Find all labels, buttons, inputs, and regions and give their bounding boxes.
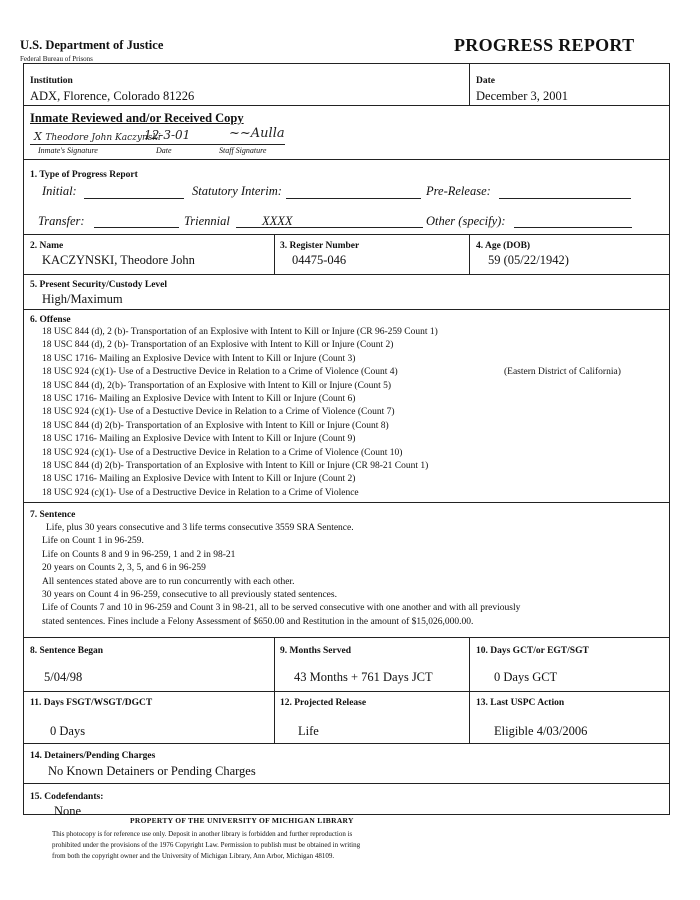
- offense-list: [42, 326, 438, 500]
- triennial-label: Triennial: [184, 214, 230, 228]
- days-fsgt-value: 0 Days: [50, 724, 86, 738]
- offense-item: 18 USC 1716- Mailing an Explosive Device with Intent to Kill or Injure (Count 9): [42, 434, 356, 445]
- offense-label: 6. Offense: [30, 315, 71, 325]
- staff-signature-label: Staff Signature: [219, 146, 267, 155]
- offense-item: 18 USC 924 (c)(1)- Use of a Destuctive Device in Relation to a Crime of Violence (Count 7): [42, 407, 395, 418]
- offense-item: 18 USC 1716- Mailing an Explosive Device with Intent to Kill or Injure (Count 2): [42, 474, 356, 485]
- stamp-line: from both the copyright owner and the University of Michigan Library, Ann Arbor, Michigan 48109.: [52, 852, 335, 860]
- register-label: 3. Register Number: [280, 241, 360, 251]
- sentence-label: 7. Sentence: [30, 510, 76, 520]
- sentence-line: stated sentences. Fines include a Felony Assessment of $650.00 and Restitution in the amount of $15,026,000.00.: [42, 616, 474, 627]
- bureau-name: Federal Bureau of Prisons: [20, 55, 93, 63]
- staff-signature: ~~Aulla: [229, 126, 285, 141]
- days-fsgt-label: 11. Days FSGT/WSGT/DGCT: [30, 698, 153, 708]
- review-row: [24, 106, 669, 160]
- library-stamp-title: PROPERTY OF THE UNIVERSITY OF MICHIGAN LIBRARY: [130, 816, 354, 825]
- codefendants-row: [24, 784, 669, 818]
- offense-item: 18 USC 924 (c)(1)- Use of a Destructive Device in Relation to a Crime of Violence (Count 10): [42, 447, 403, 458]
- sentence-began-label: 8. Sentence Began: [30, 646, 104, 656]
- security-label: 5. Present Security/Custody Level: [30, 280, 168, 290]
- prerelease-label: Pre-Release:: [426, 184, 491, 198]
- offense-item: 18 USC 924 (c)(1)- Use of a Destructive Device in Relation to a Crime of Violence (Count 4): [42, 367, 398, 378]
- sentence-lines: [42, 522, 520, 629]
- codefendants-label: 15. Codefendants:: [30, 792, 104, 802]
- report-title: PROGRESS REPORT: [454, 35, 635, 55]
- detainers-label: 14. Detainers/Pending Charges: [30, 751, 156, 761]
- initial-label: Initial:: [42, 184, 77, 198]
- handwritten-date: 12-3-01: [144, 128, 191, 142]
- report-type-row: [24, 160, 669, 235]
- sentence-line: Life of Counts 7 and 10 in 96-259 and Count 3 in 98-21, all to be served consecutive with one another and with all previously: [42, 603, 521, 614]
- last-uspc-label: 13. Last USPC Action: [476, 698, 565, 708]
- sentence-row: [24, 503, 669, 638]
- sentence-line: Life on Count 1 in 96-259.: [42, 536, 144, 547]
- last-uspc-value: Eligible 4/03/2006: [494, 724, 588, 738]
- offense-item: 18 USC 844 (d), 2(b)- Transportation of an Explosive with Intent to Kill or Injure (Count 5): [42, 380, 392, 391]
- security-row: [24, 275, 669, 310]
- register-value: 04475-046: [292, 253, 347, 267]
- identity-row: [24, 235, 669, 275]
- institution-label: Institution: [30, 76, 73, 86]
- institution-value: ADX, Florence, Colorado 81226: [30, 89, 195, 103]
- offense-item: 18 USC 1716- Mailing an Explosive Device with Intent to Kill or Injure (Count 6): [42, 394, 356, 405]
- sentence-line: 30 years on Count 4 in 96-259, consecutive to all previously stated sentences.: [42, 590, 337, 601]
- name-label: 2. Name: [30, 241, 64, 251]
- detainers-row: [24, 744, 669, 784]
- release-row: [24, 692, 669, 744]
- sentence-line: All sentences stated above are to run concurrently with each other.: [42, 576, 295, 587]
- date-sub-label: Date: [156, 146, 172, 155]
- offense-item: 18 USC 924 (c)(1)- Use of a Destructive Device in Relation to a Crime of Violence: [42, 487, 359, 498]
- district-note: (Eastern District of California): [504, 367, 621, 377]
- projected-release-value: Life: [298, 724, 319, 738]
- sentence-line: Life on Counts 8 and 9 in 96-259, 1 and 2 in 98-21: [42, 549, 236, 560]
- days-gct-value: 0 Days GCT: [494, 670, 558, 684]
- months-served-value: 43 Months + 761 Days JCT: [294, 670, 433, 684]
- library-stamp-text: [52, 829, 652, 862]
- name-value: KACZYNSKI, Theodore John: [42, 253, 195, 267]
- progress-report-form: [23, 63, 670, 818]
- date-label: Date: [476, 76, 495, 86]
- other-label: Other (specify):: [426, 214, 506, 228]
- review-label: Inmate Reviewed and/or Received Copy: [30, 111, 244, 125]
- inmate-signature-label: Inmate's Signature: [38, 146, 98, 155]
- offense-item: 18 USC 844 (d) 2(b)- Transportation of an Explosive with Intent to Kill or Injure (CR 98-21 Count 1): [42, 461, 429, 472]
- offense-item: 18 USC 844 (d) 2(b)- Transportation of an Explosive with Intent to Kill or Injure (Count 8): [42, 420, 389, 431]
- institution-row: [24, 64, 669, 106]
- age-value: 59 (05/22/1942): [488, 253, 569, 267]
- date-value: December 3, 2001: [476, 89, 568, 103]
- stamp-line: This photocopy is for reference use only. Deposit in another library is forbidden and further reproduction is: [52, 830, 353, 838]
- report-type-label: 1. Type of Progress Report: [30, 170, 138, 180]
- inmate-signature: X Theodore John Kaczynski: [34, 130, 161, 143]
- security-value: High/Maximum: [42, 292, 123, 306]
- age-label: 4. Age (DOB): [476, 241, 531, 251]
- offense-row: [24, 310, 669, 503]
- offense-item: 18 USC 1716- Mailing an Explosive Device with Intent to Kill or Injure (Count 3): [42, 353, 356, 364]
- projected-release-label: 12. Projected Release: [280, 698, 367, 708]
- stamp-line: prohibited under the provisions of the 1976 Copyright Law. Permission to publish must be obtained in writing: [52, 841, 361, 849]
- offense-item: 18 USC 844 (d), 2 (b)- Transportation of an Explosive with Intent to Kill or Injure (CR 96-259 Count 1): [42, 327, 438, 337]
- statutory-label: Statutory Interim:: [192, 184, 282, 198]
- time-served-row: [24, 638, 669, 692]
- detainers-value: No Known Detainers or Pending Charges: [48, 764, 256, 778]
- months-served-label: 9. Months Served: [280, 646, 351, 656]
- transfer-label: Transfer:: [38, 214, 85, 228]
- days-gct-label: 10. Days GCT/or EGT/SGT: [476, 646, 589, 656]
- sentence-began-value: 5/04/98: [44, 670, 83, 684]
- sentence-line: Life, plus 30 years consecutive and 3 life terms consecutive 3559 SRA Sentence.: [46, 523, 354, 533]
- sentence-line: 20 years on Counts 2, 3, 5, and 6 in 96-259: [42, 563, 206, 574]
- agency-name: U.S. Department of Justice: [20, 38, 164, 52]
- offense-item: 18 USC 844 (d), 2 (b)- Transportation of an Explosive with Intent to Kill or Injure (Count 2): [42, 340, 394, 351]
- codefendants-value: None: [54, 804, 82, 818]
- triennial-mark: XXXX: [262, 214, 293, 228]
